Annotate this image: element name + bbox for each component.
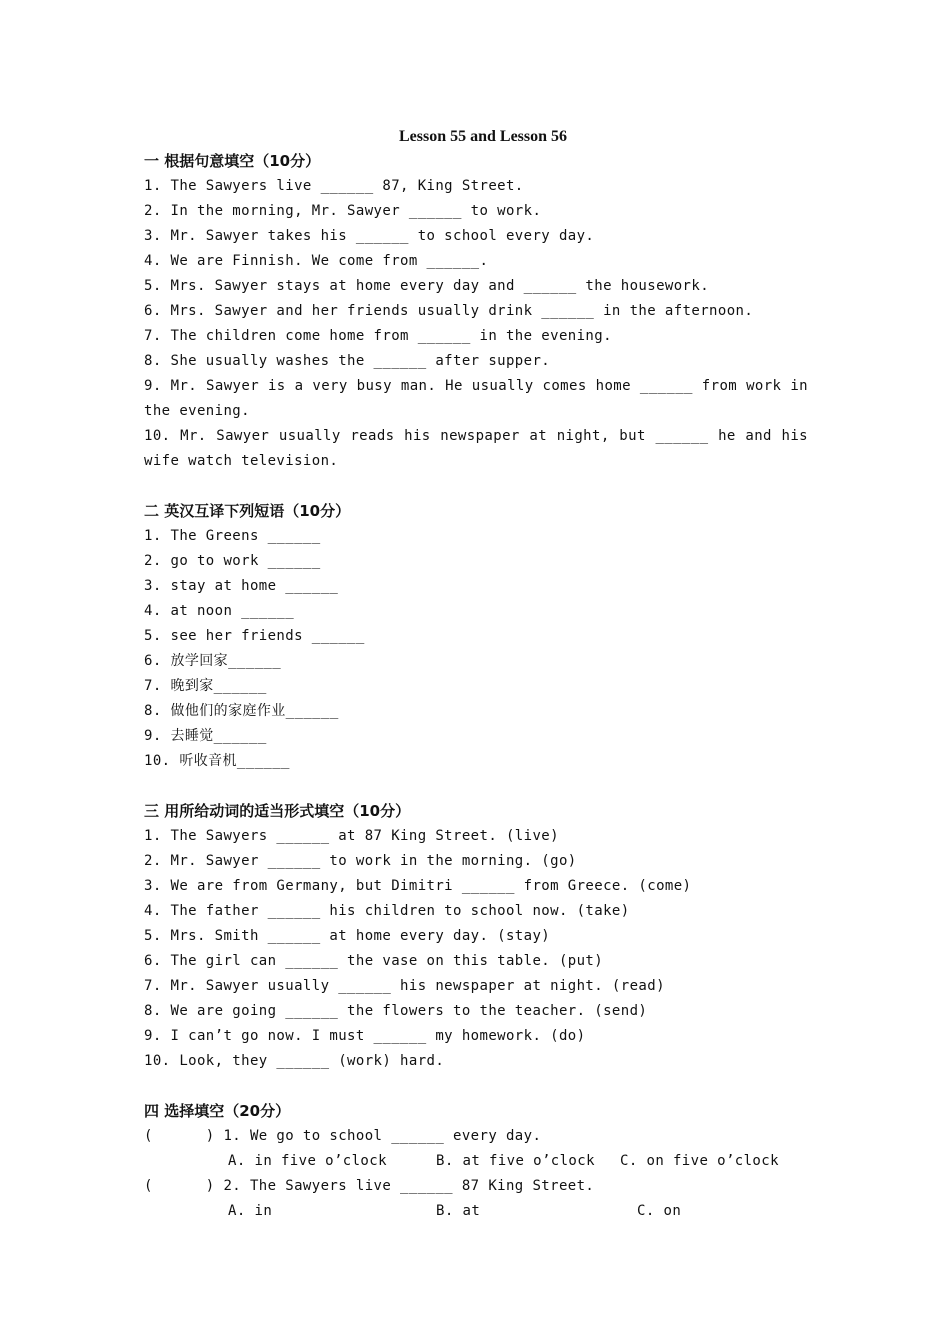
choice-option-b: B. at (436, 1203, 481, 1219)
question-line: 4. We are Finnish. We come from ______. (144, 253, 489, 269)
question-line: 5. Mrs. Sawyer stays at home every day and ______ the housework. (144, 278, 710, 294)
choice-option-c: C. on (637, 1203, 682, 1219)
worksheet-content (144, 124, 808, 1224)
phrase-line: 4. at noon ______ (144, 603, 295, 619)
phrase-line: 9. 去睡觉______ (144, 728, 267, 744)
verb-question-line: 9. I can’t go now. I must ______ my homework. (do) (144, 1028, 586, 1044)
question-line: 1. The Sawyers live ______ 87, King Street. (144, 178, 524, 194)
verb-question-line: 1. The Sawyers ______ at 87 King Street. (live) (144, 828, 559, 844)
choice-question-stem: ( ) 1. We go to school ______ every day. (144, 1128, 542, 1144)
question-line: 2. In the morning, Mr. Sawyer ______ to work. (144, 203, 542, 219)
phrase-line: 6. 放学回家______ (144, 653, 282, 669)
phrase-line: 10. 听收音机______ (144, 753, 290, 769)
question-line: 3. Mr. Sawyer takes his ______ to school every day. (144, 228, 595, 244)
verb-question-line: 2. Mr. Sawyer ______ to work in the morning. (go) (144, 853, 577, 869)
phrase-line: 3. stay at home ______ (144, 578, 339, 594)
phrase-line: 2. go to work ______ (144, 553, 321, 569)
question-line: 6. Mrs. Sawyer and her friends usually drink ______ in the afternoon. (144, 303, 754, 319)
verb-question-line: 7. Mr. Sawyer usually ______ his newspaper at night. (read) (144, 978, 665, 994)
question-line: 10. Mr. Sawyer usually reads his newspaper at night, but ______ he and his wife watch television. (144, 428, 808, 469)
section-heading-1: 一 根据句意填空（10分） (144, 152, 321, 170)
choice-option-b: B. at five o’clock (436, 1153, 595, 1169)
choice-option-a: A. in (228, 1203, 273, 1219)
verb-question-line: 3. We are from Germany, but Dimitri ______ from Greece. (come) (144, 878, 692, 894)
section-heading-4: 四 选择填空（20分） (144, 1102, 291, 1120)
question-line: 9. Mr. Sawyer is a very busy man. He usually comes home ______ from work in the evening. (144, 378, 808, 419)
phrase-line: 5. see her friends ______ (144, 628, 365, 644)
verb-question-line: 8. We are going ______ the flowers to the teacher. (send) (144, 1003, 648, 1019)
choice-options (144, 1199, 808, 1224)
section-heading-2: 二 英汉互译下列短语（10分） (144, 502, 351, 520)
choice-question-stem: ( ) 2. The Sawyers live ______ 87 King Street. (144, 1178, 595, 1194)
question-line: 7. The children come home from ______ in the evening. (144, 328, 612, 344)
phrase-line: 8. 做他们的家庭作业______ (144, 703, 339, 719)
verb-question-line: 10. Look, they ______ (work) hard. (144, 1053, 445, 1069)
phrase-line: 1. The Greens ______ (144, 528, 321, 544)
section-heading-3: 三 用所给动词的适当形式填空（10分） (144, 802, 411, 820)
verb-question-line: 6. The girl can ______ the vase on this table. (put) (144, 953, 604, 969)
verb-question-line: 5. Mrs. Smith ______ at home every day. (stay) (144, 928, 551, 944)
verb-question-line: 4. The father ______ his children to school now. (take) (144, 903, 630, 919)
question-line: 8. She usually washes the ______ after supper. (144, 353, 551, 369)
choice-option-c: C. on five o’clock (620, 1153, 779, 1169)
choice-option-a: A. in five o’clock (228, 1153, 387, 1169)
phrase-line: 7. 晚到家______ (144, 678, 267, 694)
choice-options (144, 1149, 808, 1174)
page-title: Lesson 55 and Lesson 56 (398, 128, 568, 145)
